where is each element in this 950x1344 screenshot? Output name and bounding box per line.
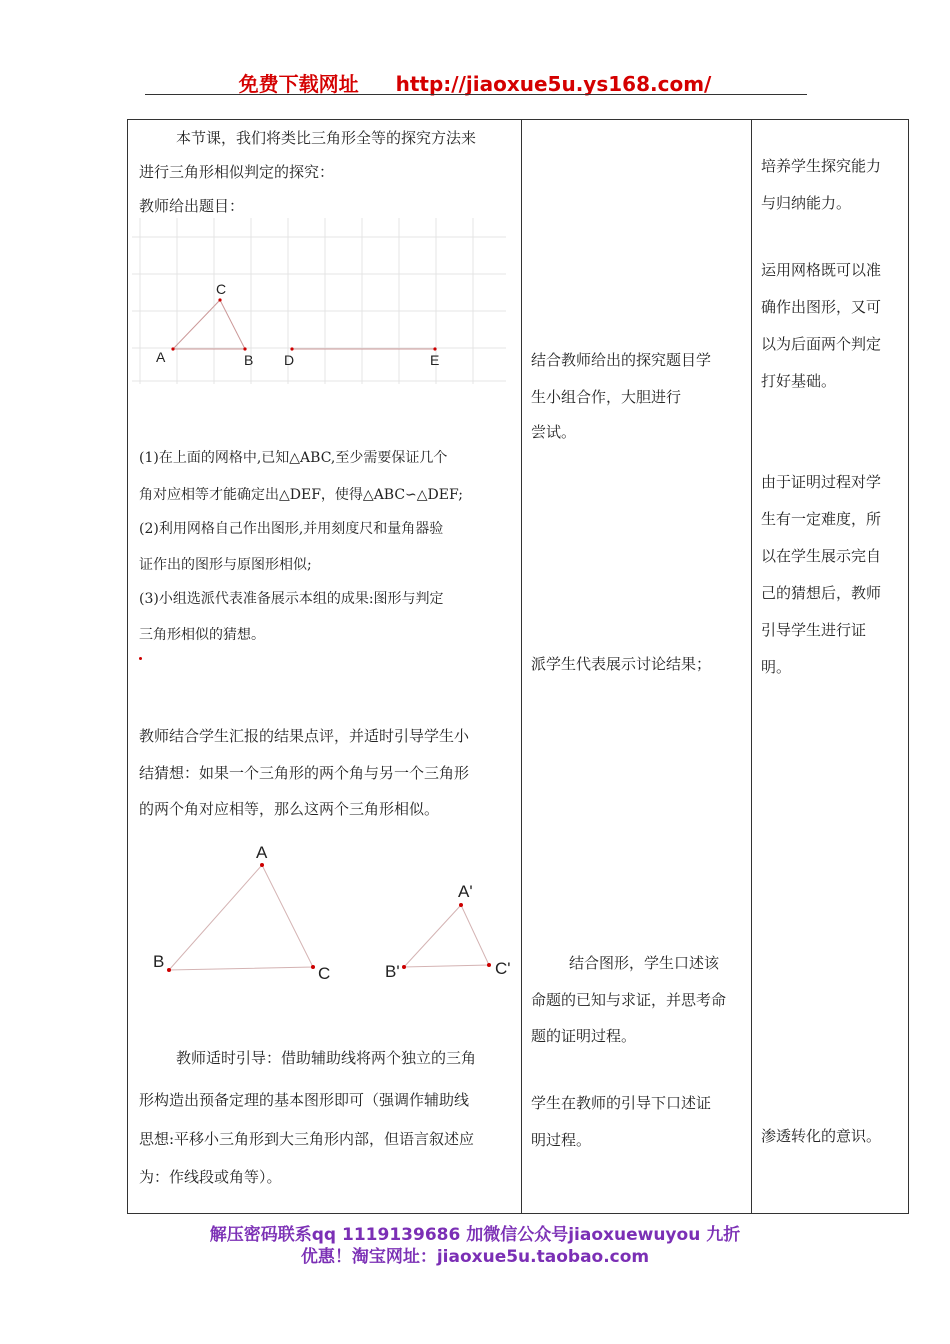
question-3-line-1: (3)小组选派代表准备展示本组的成果:图形与判定 — [139, 591, 444, 607]
column-divider-2 — [751, 120, 752, 1213]
intent-4: 渗透转化的意识。 — [761, 1127, 882, 1145]
footer-line-1: 解压密码联系qq 1119139686 加微信公众号jiaoxuewuyou 九折 — [209, 1225, 741, 1245]
question-1-line-2: 角对应相等才能确定出△DEF，使得△ABC∽△DEF; — [139, 487, 463, 503]
point-b-big — [167, 968, 171, 972]
column-divider-1 — [521, 120, 522, 1213]
header-divider — [145, 94, 807, 95]
intent-2-line-4: 打好基础。 — [761, 372, 837, 390]
label-a: A — [156, 349, 166, 365]
stray-mark — [139, 657, 142, 660]
label-e: E — [430, 352, 440, 368]
guide-line-4: 为：作线段或角等）。 — [139, 1168, 282, 1186]
guide-line-3: 思想:平移小三角形到大三角形内部，但语言叙述应 — [139, 1130, 475, 1148]
intent-2-line-1: 运用网格既可以准 — [761, 261, 882, 279]
intent-3-line-5: 引导学生进行证 — [761, 621, 867, 639]
label-big-c: C — [318, 964, 331, 983]
intent-1-line-2: 与归纳能力。 — [761, 194, 852, 212]
label-c-prime: C' — [495, 959, 511, 978]
intent-3-line-6: 明。 — [761, 658, 792, 676]
student-activity-3-line-1: 结合图形，学生口述该 — [569, 954, 720, 972]
label-big-a: A — [256, 843, 268, 862]
label-b-prime: B' — [385, 962, 400, 981]
guide-line-2: 形构造出预备定理的基本图形即可（强调作辅助线 — [139, 1091, 470, 1109]
triangle-a1b1c1 — [404, 905, 489, 967]
student-activity-4-line-1: 学生在教师的引导下口述证 — [531, 1094, 712, 1112]
grid-figure — [132, 218, 506, 384]
label-b: B — [244, 352, 254, 368]
lesson-table — [127, 119, 909, 1214]
student-activity-3-line-3: 题的证明过程。 — [531, 1027, 637, 1045]
point-a-big — [260, 863, 264, 867]
guide-line-1: 教师适时引导：借助辅助线将两个独立的三角 — [176, 1049, 477, 1067]
student-activity-2: 派学生代表展示讨论结果； — [531, 655, 712, 673]
comment-line-2: 结猜想：如果一个三角形的两个角与另一个三角形 — [139, 764, 470, 782]
header — [0, 68, 950, 97]
task-label: 教师给出题目： — [139, 197, 245, 215]
question-2-line-1: (2)利用网格自己作出图形,并用刻度尺和量角器验 — [139, 521, 444, 537]
triangle-abc — [169, 865, 313, 970]
point-c-big — [311, 965, 315, 969]
comment-line-3: 的两个角对应相等，那么这两个三角形相似。 — [139, 800, 440, 818]
student-activity-3-line-2: 命题的已知与求证，并思考命 — [531, 991, 727, 1009]
point-a-prime — [459, 903, 463, 907]
intro-line-1: 本节课，我们将类比三角形全等的探究方法来 — [176, 129, 477, 147]
question-2-line-2: 证作出的图形与原图形相似; — [139, 557, 312, 573]
point-a — [171, 347, 174, 350]
segment-cb — [220, 300, 245, 349]
label-c: C — [216, 281, 227, 297]
intent-3-line-1: 由于证明过程对学 — [761, 473, 882, 491]
question-3-line-2: 三角形相似的猜想。 — [139, 627, 265, 643]
intent-1-line-1: 培养学生探究能力 — [761, 157, 882, 175]
student-activity-4-line-2: 明过程。 — [531, 1131, 592, 1149]
student-activity-1-line-2: 生小组合作，大胆进行 — [531, 388, 682, 406]
point-c — [218, 298, 221, 301]
label-big-b: B — [153, 952, 165, 971]
comment-line-1: 教师结合学生汇报的结果点评，并适时引导学生小 — [139, 727, 470, 745]
similar-triangles-figure — [132, 835, 522, 1010]
point-c-prime — [487, 963, 491, 967]
point-b-prime — [402, 965, 406, 969]
intent-2-line-2: 确作出图形，又可 — [761, 298, 882, 316]
segment-ac — [173, 300, 220, 349]
student-activity-1-line-1: 结合教师给出的探究题目学 — [531, 351, 712, 369]
intent-3-line-3: 以在学生展示完自 — [761, 547, 882, 565]
intro-line-2: 进行三角形相似判定的探究： — [139, 163, 335, 181]
point-d — [290, 347, 293, 350]
footer-line-2[interactable]: 优惠！淘宝网址：jiaoxue5u.taobao.com — [300, 1247, 650, 1267]
point-b — [243, 347, 246, 350]
point-e — [433, 347, 436, 350]
question-1-line-1: (1)在上面的网格中,已知△ABC,至少需要保证几个 — [139, 450, 448, 466]
label-d: D — [284, 352, 295, 368]
label-a-prime: A' — [458, 882, 473, 901]
intent-2-line-3: 以为后面两个判定 — [761, 335, 882, 353]
intent-3-line-2: 生有一定难度，所 — [761, 510, 882, 528]
intent-3-line-4: 己的猜想后，教师 — [761, 584, 882, 602]
student-activity-1-line-3: 尝试。 — [531, 423, 577, 441]
header-label: 免费下载网址 — [238, 72, 359, 96]
header-url[interactable]: http://jiaoxue5u.ys168.com/ — [395, 72, 712, 96]
